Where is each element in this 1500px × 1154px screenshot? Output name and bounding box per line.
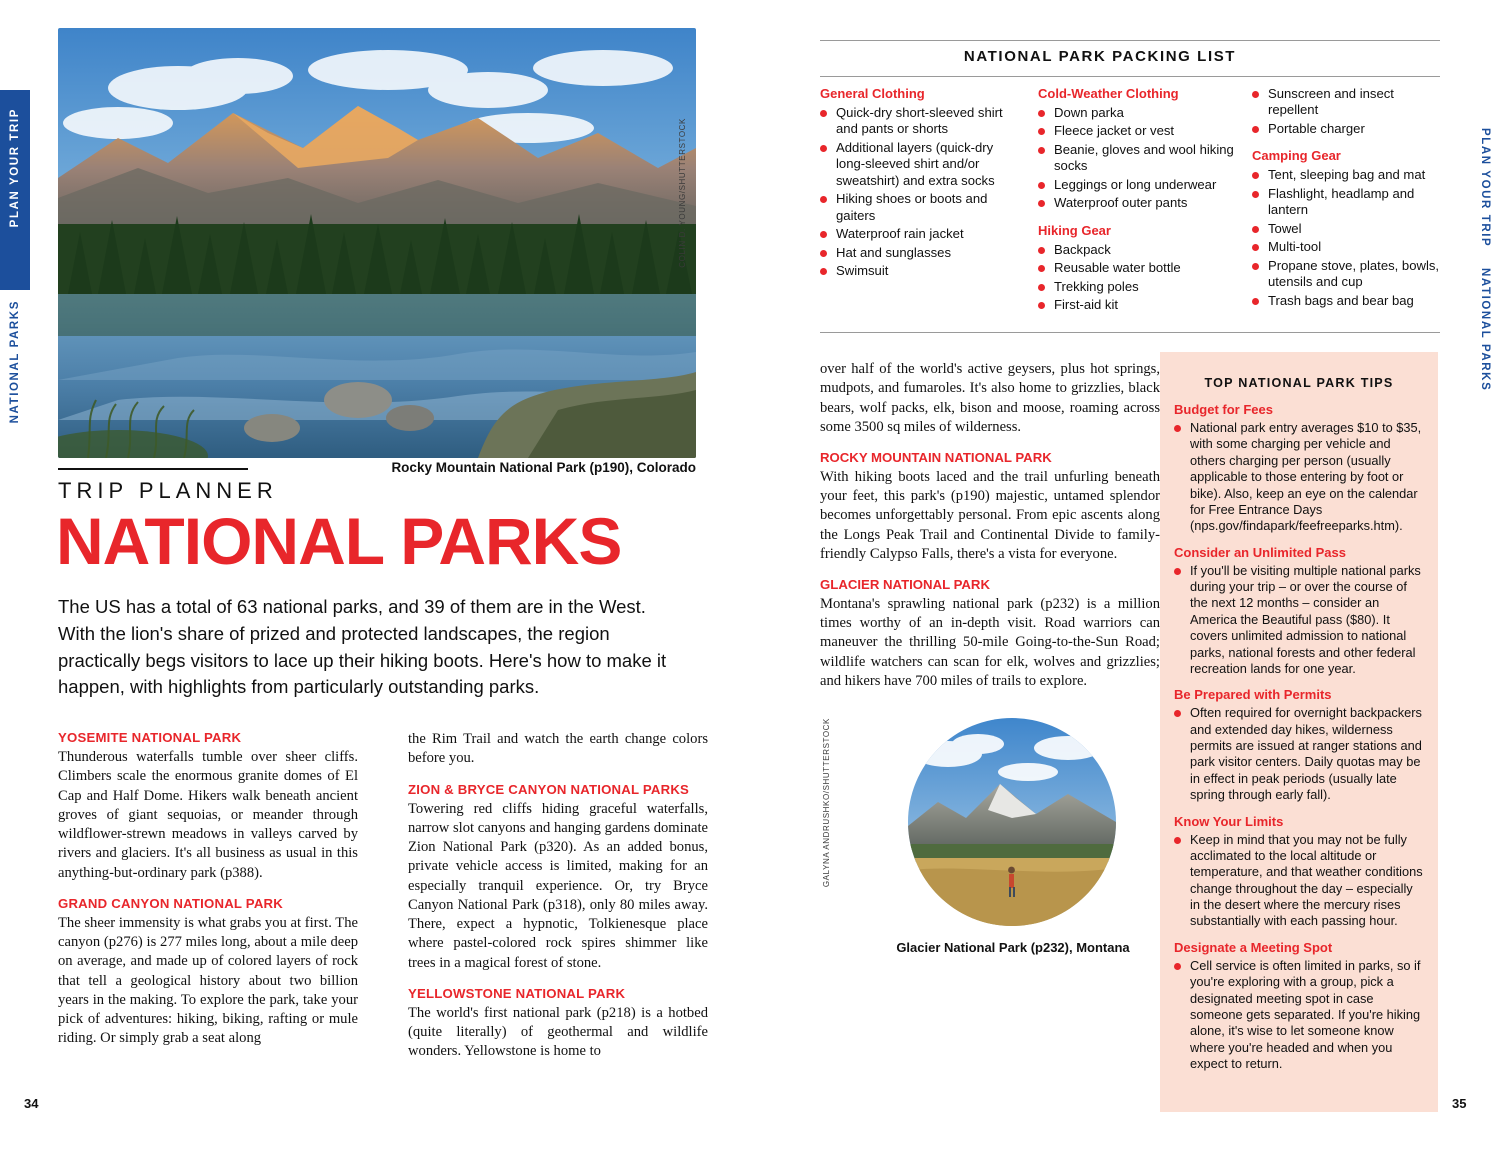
circle-photo-glacier [908,718,1116,926]
intro-paragraph: The US has a total of 63 national parks, and 39 of them are in the West. With the lion's share of prized and protected landscapes, the region practically begs visitors to lace up their hiking boots. Here's how to make it happen, with highlights from particularly outstanding parks. [58,596,667,698]
list-item: Portable charger [1252,121,1444,137]
packing-items-camping-gear [1252,167,1444,309]
packing-list-column-2 [1038,86,1234,316]
list-item: Waterproof outer pants [1038,195,1234,211]
list-item: First-aid kit [1038,297,1234,313]
hero-caption: Rocky Mountain National Park (p190), Colorado [391,460,696,475]
section-text-rim-trail-continued: the Rim Trail and watch the earth change colors before you. [408,731,708,767]
right-article-column [820,360,1160,704]
left-body-columns [58,730,708,1120]
list-item: Swimsuit [820,263,1010,279]
hero-photo-credit: COLIN D. YOUNG/SHUTTERSTOCK [678,118,687,268]
article-text-yellowstone-continued: over half of the world's active geysers, plus hot springs, mudpots, and fumaroles. It's also home to grizzlies, black bears, wolf packs, elk, bison and moose, roaming across some 3500 sq miles of wilderness. [820,361,1160,436]
folio-right: 35 [1452,1096,1467,1111]
list-item: Waterproof rain jacket [820,226,1010,242]
tips-heading-budget-for-fees: Budget for Fees [1174,402,1273,417]
packing-heading-cold-weather-clothing: Cold-Weather Clothing [1038,86,1179,101]
circle-photo-credit: GALYNA ANDRUSHKO/SHUTTERSTOCK [822,718,831,888]
tips-text-budget-for-fees: National park entry averages $10 to $35, with some charging per vehicle and others charging per person (usually applicable to those entering by foot or bike). Also, keep an eye on the calendar for Free Entrance Days (nps.gov/findapark/feefreeparks.htm). [1174,420,1424,535]
packing-items-hiking-gear [1038,242,1234,314]
section-text-grand-canyon: The sheer immensity is what grabs you at first. The canyon (p276) is 277 miles long, about a mile deep on average, and made up of colored layers of rock that tell a geological history about two billion years in the making. To explore the park, take your pick of adventures: hiking, biking, rafting or mule riding. Or simply grab a seat along [58,914,358,1047]
tips-title: TOP NATIONAL PARK TIPS [1204,376,1394,390]
packing-list-title: NATIONAL PARK PACKING LIST [963,48,1237,65]
section-heading-grand-canyon: GRAND CANYON NATIONAL PARK [58,895,283,911]
left-page [24,0,750,1154]
right-tab-plan-your-trip: PLAN YOUR TRIP [1479,128,1491,248]
folio-left: 34 [24,1096,39,1111]
packing-heading-camping-gear: Camping Gear [1252,148,1341,164]
article-heading-rocky-mountain: ROCKY MOUNTAIN NATIONAL PARK [820,449,1052,465]
page-title: NATIONAL PARKS [56,504,622,578]
list-item: Quick-dry short-sleeved shirt and pants or shorts [820,105,1010,138]
article-body [820,360,1160,692]
list-item: Tent, sleeping bag and mat [1252,167,1444,183]
packing-heading-hiking-gear: Hiking Gear [1038,222,1111,238]
hero-photo-rocky-mountain [58,28,696,458]
section-heading-zion-bryce: ZION & BRYCE CANYON NATIONAL PARKS [408,781,690,797]
section-text-yellowstone: The world's first national park (p218) is a hotbed (quite literally) of geothermal and wildlife wonders. Yellowstone is home to [408,1004,708,1060]
section-text-zion-bryce: Towering red cliffs hiding graceful waterfalls, narrow slot canyons and hanging gardens dominate Zion National Park (p320). As an added bonus, private vehicle access is limited, making for an especially tranquil experience. Or, try Bryce Canyon National Park (p318), only 80 miles away. There, expect a hypnotic, Tolkienesque place where pastel-colored rock spires shimmer like trees in a magical forest of stone. [408,800,708,971]
kicker-rule [58,468,248,470]
packing-heading-general-clothing: General Clothing [820,86,925,101]
article-text-rocky-mountain: With hiking boots laced and the trail unfurling beneath your feet, this park's (p190) majestic, untamed splendor becomes unforgettably personal. From epic ascents along the Longs Peak Trail and Continental Divide to family-friendly Calypso Falls, there's a vista for everyone. [820,468,1160,563]
right-side-tab [1470,0,1500,1154]
tips-heading-meeting-spot: Designate a Meeting Spot [1174,939,1333,955]
section-heading-yellowstone: YELLOWSTONE NATIONAL PARK [408,985,626,1001]
right-page [760,0,1470,1154]
list-item: Beanie, gloves and wool hiking socks [1038,142,1234,175]
body-column-a [58,730,358,1062]
list-item: Fleece jacket or vest [1038,123,1234,139]
tips-text-know-your-limits: Keep in mind that you may not be fully acclimated to the local altitude or temperature, and that weather conditions change throughout the day – especially in the desert where the mercury rises substantially with each passing hour. [1174,832,1424,930]
article-heading-glacier: GLACIER NATIONAL PARK [820,576,990,592]
tips-heading-know-your-limits: Know Your Limits [1174,813,1284,829]
list-item: Hat and sunglasses [820,245,1010,261]
tips-text-unlimited-pass: If you'll be visiting multiple national parks during your trip – or over the course of the next 12 months – consider an America the Beautiful pass ($80). It covers unlimited admission to national parks, national forests and other federal recreation lands for one year. [1174,563,1424,678]
list-item: Down parka [1038,105,1234,121]
list-item: Propane stove, plates, bowls, utensils and cup [1252,258,1444,291]
list-item: Leggings or long underwear [1038,177,1234,193]
list-item: Backpack [1038,242,1234,258]
list-item: Sunscreen and insect repellent [1252,86,1444,119]
list-item: Additional layers (quick-dry long-sleeved shirt and/or sweatshirt) and extra socks [820,140,1010,189]
left-tab-national-parks: NATIONAL PARKS [9,300,21,424]
tips-text-permits: Often required for overnight backpackers and extended day hikes, wilderness permits are issued at ranger stations and park visitor centers. Daily quotas may be in effect in peak periods (usually late spring through early fall). [1174,705,1424,803]
list-item: Flashlight, headlamp and lantern [1252,186,1444,219]
packing-items-misc [1252,86,1444,137]
right-tab-national-parks: NATIONAL PARKS [1479,268,1491,392]
body-column-b [408,730,708,1075]
section-heading-yosemite: YOSEMITE NATIONAL PARK [58,730,242,745]
packing-list-column-3 [1252,86,1444,311]
list-item: Hiking shoes or boots and gaiters [820,191,1010,224]
article-text-glacier: Montana's sprawling national park (p232) is a million times worthy of an in-depth visit. Road warriors can maneuver the thrilling 50-mile Going-to-the-Sun Road; wildlife watchers can scan for elk, wolves and grizzlies; and hikers have 700 miles of trails to explore. [820,595,1160,690]
packing-items-cold-weather [1038,105,1234,212]
list-item: Trekking poles [1038,279,1234,295]
packing-list-rule-bottom [820,332,1440,333]
top-tips-box [1160,352,1438,1112]
tips-heading-unlimited-pass: Consider an Unlimited Pass [1174,544,1346,560]
list-item: Reusable water bottle [1038,260,1234,276]
packing-list-column-1 [820,86,1010,282]
kicker-trip-planner: TRIP PLANNER [58,478,278,503]
left-side-tab [0,0,30,1154]
tips-heading-permits: Be Prepared with Permits [1174,687,1332,703]
circle-caption: Glacier National Park (p232), Montana [896,940,1130,955]
packing-list-rule-top [820,40,1440,41]
list-item: Towel [1252,221,1444,237]
left-tab-plan-your-trip: PLAN YOUR TRIP [9,108,21,228]
packing-list-rule-under-title [820,76,1440,77]
section-text-yosemite: Thunderous waterfalls tumble over sheer cliffs. Climbers scale the enormous granite domes of El Cap and Half Dome. Hikers walk beneath ancient groves of giant sequoias, or meander through wildflower-strewn meadows in valleys carved by rivers and glaciers. It's all business as usual in this anything-but-ordinary park (p388). [58,749,358,881]
list-item: Trash bags and bear bag [1252,293,1444,309]
packing-items-general-clothing [820,105,1010,280]
list-item: Multi-tool [1252,239,1444,255]
tips-text-meeting-spot: Cell service is often limited in parks, so if you're exploring with a group, pick a designated meeting spot in case someone gets separated. If you're hiking alone, it's wise to let someone know where you're headed and when you expect to return. [1174,958,1424,1073]
